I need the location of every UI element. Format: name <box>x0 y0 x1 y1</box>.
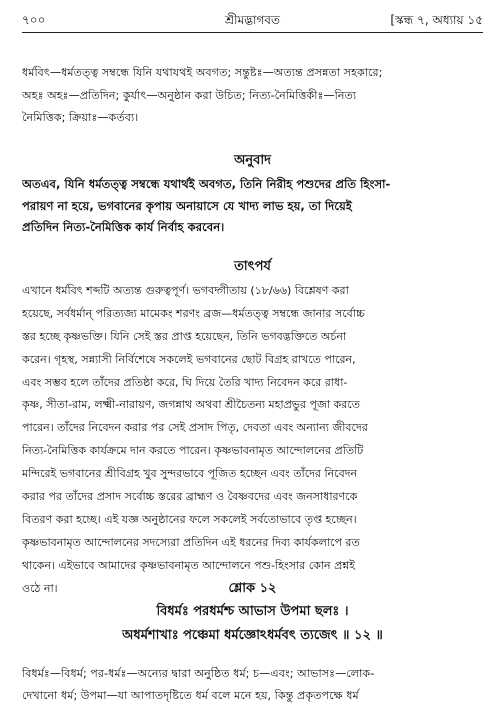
purport-line: হয়েছে, সর্বধর্মান্ পরিত্যজ্য মামেকং শরণং ব্রজ—ধর্মতত্ত্ব সম্বন্ধে জানার সর্বোচ্চ <box>22 306 365 320</box>
synonyms-line: নৈমিত্তিক; ক্রিয়াঃ—কর্তব্য। <box>22 111 139 124</box>
purport-line: নিত্য-নৈমিত্তিক কার্যক্রমে দান করতে পারেন। কৃষ্ণভাবনামৃত আন্দোলনের প্রতিটি <box>22 444 364 458</box>
purport-line: এবং সম্ভব হলে তাঁদের প্রতিষ্ঠা করে, ঘি দিয়ে তৈরি খাদ্য নিবেদন করে রাধা- <box>22 375 348 389</box>
purport-line: পারেন। তাঁদের নিবেদন করার পর সেই প্রসাদ পিতৃ, দেবতা এবং অন্যান্য জীবদের <box>22 421 368 435</box>
purport-line: এখানে ধর্মবিৎ শব্দটি অত্যন্ত গুরুত্বপূর্ণ। ভগবদ্গীতায় (১৮/৬৬) বিশ্লেষণ করা <box>22 284 349 297</box>
purport-line: বিতরণ করা হচ্ছে। এই যজ্ঞ অনুষ্ঠানের ফলে সকলেই সর্বতোভাবে তৃপ্ত হচ্ছেন। <box>22 512 357 526</box>
translation-heading: অনুবাদ <box>234 153 271 168</box>
synonyms-line: অহঃ অহঃ—প্রতিদিন; কুর্যাৎ—অনুষ্ঠান করা উচিত; নিত্য-নৈমিত্তিকীঃ—নিত্য <box>22 88 357 102</box>
synonyms-line: বিধর্মঃ—বিধর্ম; পর-ধর্মঃ—অন্যের দ্বারা অনুষ্ঠিত ধর্ম; চ—এবং; আভাসঃ—লোক- <box>22 667 375 680</box>
purport-line: ওঠে না। <box>22 581 58 595</box>
translation-line: প্রতিদিন নিত্য-নৈমিত্তিক কার্য নির্বাহ করবেন। <box>22 220 225 234</box>
page-number: ৭০০ <box>22 13 46 27</box>
purport-line: থাকেন। এইভাবে আমাদের কৃষ্ণভাবনামৃত আন্দোলনে পশু-হিংসার কোন প্রশ্নই <box>22 558 355 572</box>
purport-line: করেন। গৃহস্থ, সন্ন্যাসী নির্বিশেষে সকলেই ভগবানের ছোট বিগ্রহ রাখতে পারেন, <box>22 352 356 366</box>
book-title: শ্রীমদ্ভাগবত <box>224 13 280 27</box>
purport-line: কৃষ্ণ, সীতা-রাম, লক্ষ্মী-নারায়ণ, জগন্নাথ অথবা শ্রীচৈতন্য মহাপ্রভুর পূজা করতে <box>22 398 360 412</box>
purport-line: মন্দিরেই ভগবানের শ্রীবিগ্রহ খুব সুন্দরভাবে পূজিত হচ্ছেন এবং তাঁদের নিবেদন <box>22 467 358 481</box>
purport-line: স্তর হচ্ছে কৃষ্ণভক্তি। যিনি সেই স্তর প্রাপ্ত হয়েছেন, তিনি ভগবদ্ভক্তিতে অর্চনা <box>22 329 347 343</box>
header-rule <box>22 32 483 33</box>
synonyms-top <box>22 62 483 130</box>
synonyms-bottom <box>22 663 483 707</box>
purport-line: কৃষ্ণভাবনামৃত আন্দোলনের সদস্যেরা প্রতিদিন এই ধরনের দিব্য কার্যকলাপে রত <box>22 535 360 549</box>
verse-text <box>22 600 483 648</box>
verse-heading: শ্লোক ১২ <box>228 581 277 596</box>
purport-text <box>22 280 483 600</box>
purport-line: করার পর তাঁদের প্রসাদ সর্বোচ্চ স্তরের ব্রাহ্মণ ও বৈষ্ণবদের এবং জনসাধারণকে <box>22 490 358 504</box>
synonyms-line: ধর্মবিৎ—ধর্মতত্ত্ব সম্বন্ধে যিনি যথাযথই অবগত; সন্তুষ্টঃ—অত্যন্ত প্রসন্নতা সহকারে; <box>22 66 383 79</box>
translation-text <box>22 174 483 239</box>
page-header <box>22 12 483 30</box>
verse-line: অধর্মশাখাঃ পঞ্চেমা ধর্মজ্ঞোঽধর্মবৎ ত্যজেৎ ॥ ১২ ॥ <box>122 628 383 643</box>
purport-heading: তাৎপর্য <box>234 259 271 274</box>
translation-line: পরায়ণ না হয়ে, ভগবানের কৃপায় অনায়াসে যে খাদ্য লাভ হয়, তা দিয়েই <box>22 198 352 213</box>
translation-line: অতএব, যিনি ধর্মতত্ত্ব সম্বন্ধে যথার্থই অবগত, তিনি নিরীহ পশুদের প্রতি হিংসা- <box>22 177 391 191</box>
verse-line: বিধর্মঃ পরধর্মশ্চ আভাস উপমা ছলঃ । <box>156 604 349 619</box>
chapter-reference: [স্কন্ধ ৭, অধ্যায় ১৫ <box>390 13 483 27</box>
synonyms-line: দেখানো ধর্ম; উপমা—যা আপাতদৃষ্টিতে ধর্ম বলে মনে হয়, কিন্তু প্রকৃতপক্ষে ধর্ম <box>22 689 359 702</box>
